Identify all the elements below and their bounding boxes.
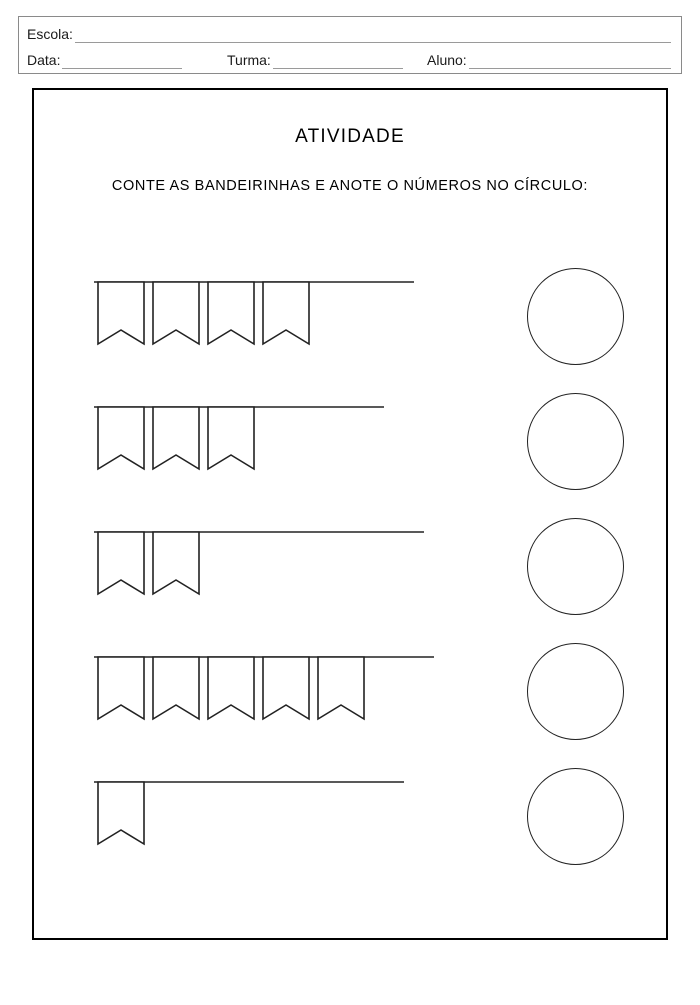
- bunting-group: [94, 653, 440, 729]
- field-escola[interactable]: [19, 21, 681, 43]
- exercise-row: [34, 385, 666, 510]
- answer-circle[interactable]: [527, 768, 624, 865]
- answer-circle-holder: [527, 518, 624, 615]
- answer-circle-holder: [527, 268, 624, 365]
- field-turma[interactable]: [219, 47, 419, 69]
- answer-circle-holder: [527, 643, 624, 740]
- bunting-group: [94, 278, 420, 354]
- answer-circle-holder: [527, 768, 624, 865]
- header-row-details: [19, 45, 681, 71]
- header-row-school: [19, 19, 681, 45]
- field-aluno[interactable]: [419, 47, 681, 69]
- exercise-row: [34, 510, 666, 635]
- field-aluno-label: Aluno:: [427, 52, 467, 68]
- field-turma-label: Turma:: [227, 52, 271, 68]
- page-title: ATIVIDADE: [295, 126, 405, 147]
- field-turma-line[interactable]: [273, 52, 403, 69]
- field-escola-label: Escola:: [27, 26, 73, 42]
- flag-shape: [263, 282, 309, 344]
- flag-shape: [98, 657, 144, 719]
- bunting-group: [94, 403, 390, 479]
- worksheet-frame: [32, 88, 668, 940]
- flag-shape: [153, 532, 199, 594]
- flag-shape: [208, 282, 254, 344]
- student-info-header: [18, 16, 682, 74]
- flag-shape: [153, 407, 199, 469]
- bunting-group: [94, 778, 410, 854]
- exercise-rows: [34, 260, 666, 885]
- exercise-row: [34, 635, 666, 760]
- flag-shape: [208, 407, 254, 469]
- field-data[interactable]: [19, 47, 219, 69]
- flag-shape: [153, 282, 199, 344]
- field-data-label: Data:: [27, 52, 61, 68]
- field-data-line[interactable]: [62, 52, 182, 69]
- instruction-text: CONTE AS BANDEIRINHAS E ANOTE O NÚMEROS NO CÍRCULO:: [111, 178, 589, 194]
- flag-shape: [98, 782, 144, 844]
- bunting-group: [94, 528, 430, 604]
- flag-shape: [153, 657, 199, 719]
- field-escola-line[interactable]: [75, 26, 671, 43]
- flag-shape: [98, 532, 144, 594]
- flag-shape: [318, 657, 364, 719]
- field-aluno-line[interactable]: [469, 52, 671, 69]
- answer-circle[interactable]: [527, 643, 624, 740]
- exercise-row: [34, 760, 666, 885]
- answer-circle-holder: [527, 393, 624, 490]
- flag-shape: [263, 657, 309, 719]
- flag-shape: [98, 407, 144, 469]
- flag-shape: [98, 282, 144, 344]
- flag-shape: [208, 657, 254, 719]
- exercise-row: [34, 260, 666, 385]
- answer-circle[interactable]: [527, 268, 624, 365]
- answer-circle[interactable]: [527, 518, 624, 615]
- answer-circle[interactable]: [527, 393, 624, 490]
